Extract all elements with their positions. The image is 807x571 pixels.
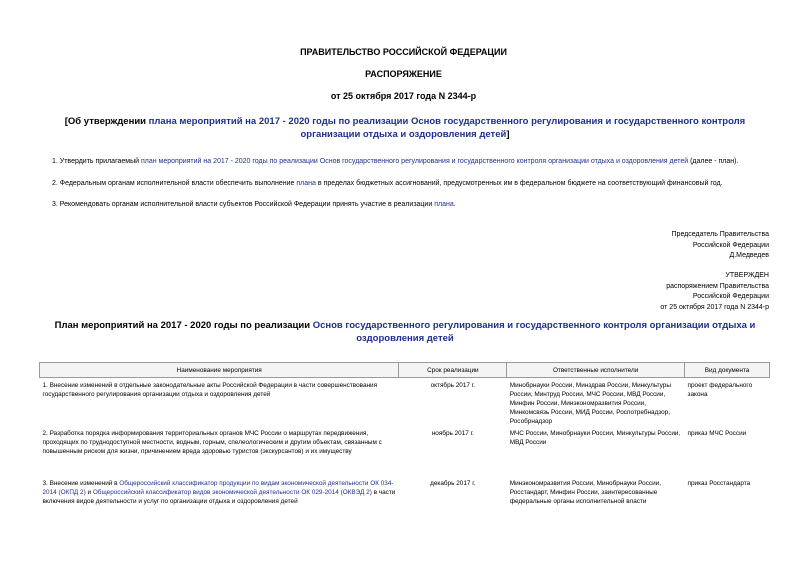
row-2-name: 2. Разработка порядка информирования территориальных органов МЧС России о маршрутах передвижения, проходящих по труднодоступной местности, водным, горным, спелеологическим и другим объектам, связанным с повышенным риском для жизни, причинением вреда здоровью туристов (экскурсантов) и их имуществу bbox=[42, 430, 382, 455]
paragraph-1-text-a: 1. Утвердить прилагаемый bbox=[52, 158, 141, 165]
approval-line-1: УТВЕРЖДЕН bbox=[725, 272, 769, 279]
approval-line-3: Российской Федерации bbox=[692, 293, 769, 300]
okved2-classifier-link[interactable]: Общероссийский классификатор видов экономической деятельности ОК 029-2014 (ОКВЭД 2) bbox=[92, 489, 372, 496]
subject-open: [Об утверждении bbox=[64, 116, 149, 127]
plan-title bbox=[35, 320, 775, 345]
row-1-name: 1. Внесение изменений в отдельные законодательные акты Российской Федерации в части совершенствования государственного регулирования организации отдыха и оздоровления детей bbox=[42, 382, 378, 398]
approval-line-4: от 25 октября 2017 года N 2344-р bbox=[660, 303, 769, 311]
paragraph-1-plan-link[interactable]: план мероприятий на 2017 - 2020 годы по реализации Основ государственного регулирования и государственного контроля организации отдыха и оздоровления детей bbox=[140, 158, 689, 165]
paragraph-2 bbox=[52, 179, 782, 189]
plan-table bbox=[39, 362, 770, 519]
row-2-term: ноябрь 2017 г. bbox=[431, 430, 474, 437]
document-type-heading: РАСПОРЯЖЕНИЕ bbox=[365, 69, 442, 79]
table-row bbox=[40, 378, 770, 427]
row-2-doc-type: приказ МЧС России bbox=[687, 430, 747, 437]
paragraph-2-text-a: 2. Федеральным органам исполнительной власти обеспечить выполнение bbox=[52, 180, 297, 187]
row-3-name-text-a: 3. Внесение изменений в bbox=[42, 480, 120, 487]
row-1-doc-type: проект федерального закона bbox=[687, 382, 753, 398]
row-3-term: декабрь 2017 г. bbox=[430, 480, 476, 487]
column-header-name: Наименование мероприятия bbox=[40, 363, 399, 378]
signature-block bbox=[672, 230, 769, 262]
document-date-number: от 25 октября 2017 года N 2344-р bbox=[330, 91, 477, 101]
approval-block bbox=[660, 271, 769, 313]
row-3-doc-type: приказ Росстандарта bbox=[687, 480, 751, 487]
subject-plan-link[interactable]: плана мероприятий на 2017 - 2020 годы по реализации Основ государственного регулирования и государственного контроля организации отдыха и оздоровления детей bbox=[148, 116, 746, 140]
plan-title-text: План мероприятий на 2017 - 2020 годы по реализации bbox=[54, 320, 313, 331]
row-3-name-text-c: в части включения видов деятельности и услуг по организации отдыха и оздоровления детей bbox=[42, 489, 396, 505]
paragraph-2-plan-link[interactable]: плана bbox=[296, 180, 316, 187]
paragraph-3 bbox=[52, 200, 782, 210]
table-row bbox=[40, 476, 770, 519]
signature-line-1: Председатель Правительства bbox=[671, 231, 769, 238]
table-header-row bbox=[40, 363, 770, 378]
signature-line-2: Российской Федерации bbox=[692, 241, 769, 249]
row-1-term: октябрь 2017 г. bbox=[430, 382, 476, 389]
document-subject bbox=[35, 116, 775, 141]
column-header-executors: Ответственные исполнители bbox=[507, 363, 685, 378]
plan-title-link[interactable]: Основ государственного регулирования и государственного контроля организации отдыха и оздоровления детей bbox=[312, 320, 756, 344]
paragraph-1-text-b: (далее - план). bbox=[688, 158, 739, 165]
paragraph-2-text-b: в пределах бюджетных ассигнований, предусмотренных им в федеральном бюджете на соответствующий финансовый год. bbox=[315, 180, 723, 187]
column-header-term: Срок реализации bbox=[399, 363, 507, 378]
subject-close: ] bbox=[506, 128, 510, 140]
row-3-name bbox=[40, 476, 399, 519]
okpd2-classifier-link[interactable]: Общероссийский классификатор продукции по видам экономической деятельности ОК 034-2014 (ОКПД 2) bbox=[42, 480, 394, 496]
approval-line-2: распоряжением Правительства bbox=[666, 282, 769, 290]
paragraph-3-text-b: . bbox=[453, 201, 456, 208]
row-3-name-text-b: и bbox=[85, 489, 93, 496]
government-heading: ПРАВИТЕЛЬСТВО РОССИЙСКОЙ ФЕДЕРАЦИИ bbox=[300, 47, 507, 57]
table-row bbox=[40, 426, 770, 476]
row-1-executors: Минобрнауки России, Минздрав России, Минкультуры России, Минтруд России, МЧС России, МВД России, Минфин России, Минэкономразвития России, Минкомсвязь России, МИД России, Роспотребнадзор, Рособрнадзор bbox=[509, 382, 671, 425]
row-3-executors: Минэкономразвития России, Минобрнауки России, Росстандарт, Минфин России, заинтересованные федеральные органы исполнительной власти bbox=[509, 480, 662, 505]
paragraph-1 bbox=[52, 157, 782, 167]
paragraph-3-plan-link[interactable]: плана bbox=[434, 201, 454, 208]
row-2-executors: МЧС России, Минобрнауки России, Минкультуры России, МВД России bbox=[509, 430, 681, 446]
signature-name: Д.Медведев bbox=[729, 252, 769, 259]
paragraph-3-text-a: 3. Рекомендовать органам исполнительной власти субъектов Российской Федерации принять участие в реализации bbox=[52, 201, 435, 208]
column-header-doc-type: Вид документа bbox=[685, 363, 770, 378]
